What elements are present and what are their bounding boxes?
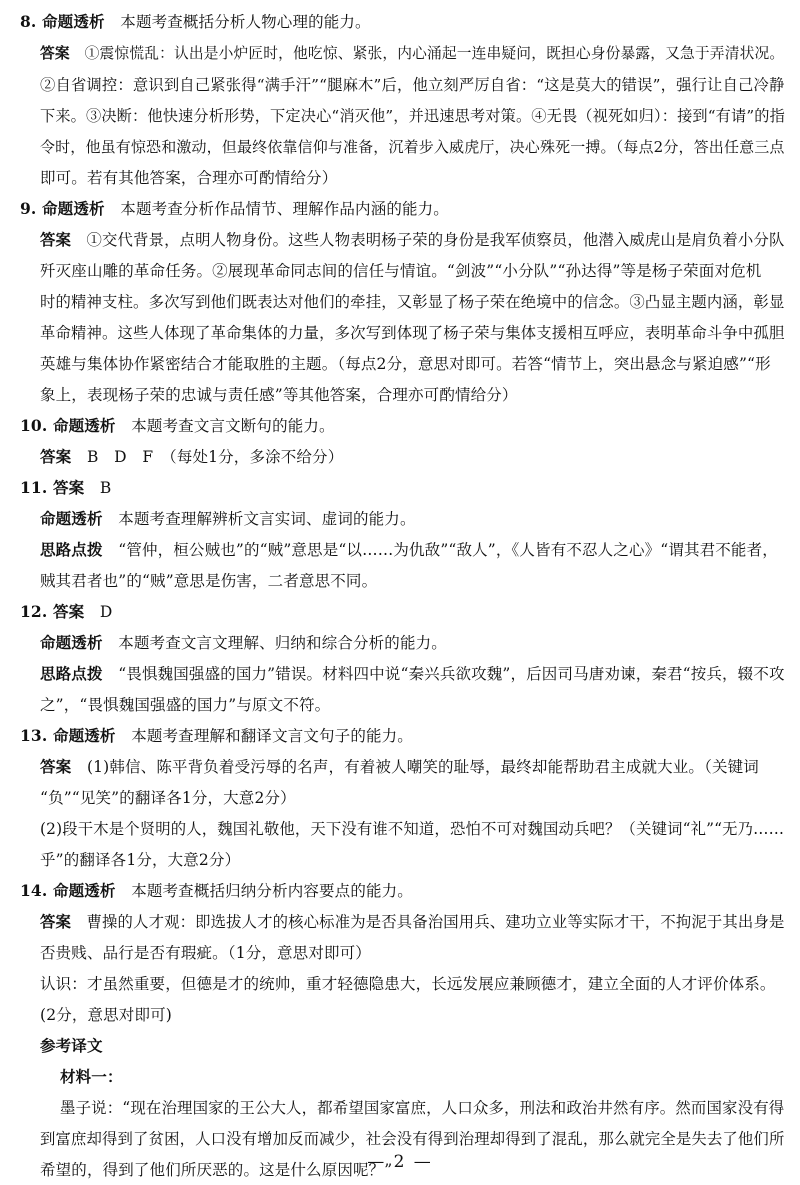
body-text: (1)韩信、陈平背负着受污辱的名声，有着被人嘲笑的耻辱，最终却能帮助君主成就大业。（关键词 <box>71 758 759 776</box>
text-line <box>40 106 785 126</box>
body-text: 象上，表现杨子荣的忠诚与责任感”等其他答案，合理亦可酌情给分） <box>40 386 518 404</box>
bold-label: 思路点拨 <box>40 664 103 683</box>
text-line <box>60 1067 785 1087</box>
body-text: “畏惧魏国强盛的国力”错误。材料四中说“秦兴兵欲攻魏”，后因司马唐劝谏，秦君“按兵，辍不攻 <box>102 665 785 683</box>
body-text: (2分，意思对即可) <box>40 1006 172 1024</box>
body-text: B D F （每处1分，多涂不给分） <box>71 448 344 466</box>
body-text: 即可。若有其他答案，合理亦可酌情给分） <box>40 169 338 187</box>
text-line <box>40 44 785 64</box>
text-line <box>20 416 785 436</box>
text-line <box>40 1005 785 1025</box>
bold-label: 答案 <box>40 757 72 776</box>
text-line <box>40 788 785 808</box>
body-text: 贼其君者也”的“贼”意思是伤害，二者意思不同。 <box>40 572 378 590</box>
body-text: ①交代背景，点明人物身份。这些人物表明杨子荣的身份是我军侦察员，他潜入威虎山是肩负着小分队 <box>71 231 785 249</box>
body-text: (2)段干木是个贤明的人，魏国礼敬他，天下没有谁不知道，恐怕不可对魏国动兵吧？（关键词“礼”“无乃…… <box>40 820 785 838</box>
text-line <box>20 199 785 219</box>
body-text: 本题考查分析作品情节、理解作品内涵的能力。 <box>104 200 449 218</box>
bold-label: 参考译文 <box>40 1036 103 1055</box>
text-line <box>40 571 785 591</box>
text-line <box>40 664 785 684</box>
bold-label: 12. <box>20 602 53 621</box>
bold-label: 命题透析 <box>40 509 103 528</box>
text-line <box>40 943 785 963</box>
text-line <box>40 850 785 870</box>
body-text: 革命精神。这些人体现了革命集体的力量，多次写到体现了杨子荣与集体支援相互呼应，表明革命斗争中孤胆 <box>40 324 785 342</box>
body-text: 时的精神支柱。多次写到他们既表达对他们的牵挂，又彰显了杨子荣在绝境中的信念。③凸显主题内涵，彰显 <box>40 293 785 311</box>
body-text: 墨子说：“现在治理国家的王公大人，都希望国家富庶，人口众多，刑法和政治井然有序。然而国家没有得 <box>60 1099 785 1117</box>
text-line <box>40 292 785 312</box>
bold-label: 10. <box>20 416 53 435</box>
bold-label: 命题透析 <box>52 726 116 745</box>
text-line <box>40 354 785 374</box>
body-text: 到富庶却得到了贫困，人口没有增加反而减少，社会没有得到治理却得到了混乱，那么就完全是失去了他们所 <box>40 1130 785 1148</box>
text-line <box>40 912 785 932</box>
body-text: 曹操的人才观：即选拔人才的核心标准为是否具备治国用兵、建功立业等实际才干，不拘泥于其出身是 <box>71 913 785 931</box>
body-text: ①震惊慌乱：认出是小炉匠时，他吃惊、紧张，内心涌起一连串疑问，既担心身份暴露，又急于弄清状况。 <box>69 45 785 62</box>
body-text: 希望的，得到了他们所厌恶的。这是什么原因呢？” <box>40 1161 393 1179</box>
bold-label: 14. <box>20 881 53 900</box>
bold-label: 思路点拨 <box>40 540 103 559</box>
body-text: 认识：才虽然重要，但德是才的统帅，重才轻德隐患大，长远发展应兼顾德才，建立全面的人才评价体系。 <box>40 975 776 993</box>
bold-label: 8. <box>20 12 43 31</box>
text-line <box>40 757 785 777</box>
text-line <box>40 540 785 560</box>
body-text: B <box>84 479 112 497</box>
bold-label: 答案 <box>40 447 72 466</box>
text-line <box>40 385 785 405</box>
text-line <box>40 819 785 839</box>
text-line <box>20 602 785 622</box>
body-text: 英雄与集体协作紧密结合才能取胜的主题。（每点2分，意思对即可。若答“情节上，突出悬念与紧迫感”“形 <box>40 355 771 373</box>
text-line <box>40 1129 785 1149</box>
body-text: “管仲，桓公贼也”的“贼”意思是“以……为仇敌”“敌人”，《人皆有不忍人之心》“谓其君不能者， <box>102 541 778 559</box>
body-text: D <box>84 603 113 621</box>
body-text: 乎”的翻译各1分，大意2分） <box>40 851 241 869</box>
text-line <box>40 75 785 95</box>
text-line <box>40 137 785 157</box>
text-line <box>40 695 785 715</box>
text-line <box>60 1098 785 1118</box>
text-line <box>40 447 785 467</box>
bold-label: 答案 <box>40 231 72 249</box>
bold-label: 13. <box>20 726 53 745</box>
body-text: 本题考查文言文理解、归纳和综合分析的能力。 <box>102 634 447 652</box>
text-line <box>20 726 785 746</box>
body-text: 之”，“畏惧魏国强盛的国力”与原文不符。 <box>40 696 331 714</box>
body-text: 下来。③决断：他快速分析形势，下定决心“消灭他”，并迅速思考对策。④无畏（视死如归）：接到“有请”的指 <box>40 107 785 125</box>
body-text: 否贵贱、品行是否有瑕疵。（1分，意思对即可） <box>40 944 371 962</box>
bold-label: 材料一： <box>60 1067 123 1086</box>
text-line <box>40 974 785 994</box>
text-line <box>40 633 785 653</box>
text-line <box>20 12 785 32</box>
body-text: 本题考查理解和翻译文言文句子的能力。 <box>115 727 413 745</box>
bold-label: 答案 <box>52 478 85 497</box>
text-line <box>40 168 785 188</box>
bold-label: 11. <box>20 478 53 497</box>
body-text: 本题考查概括归纳分析内容要点的能力。 <box>115 882 413 900</box>
text-line <box>40 509 785 529</box>
body-text: 本题考查文言文断句的能力。 <box>115 417 335 435</box>
text-line <box>40 1036 785 1056</box>
bold-label: 答案 <box>52 602 85 621</box>
bold-label: 答案 <box>40 913 72 931</box>
page-number: — 2 — <box>367 1152 433 1172</box>
bold-label: 9. <box>20 199 43 218</box>
body-text: 歼灭座山雕的革命任务。②展现革命同志间的信任与情谊。“剑波”“小分队”“孙达得”等是杨子荣面对危机 <box>40 262 762 280</box>
bold-label: 命题透析 <box>40 633 103 652</box>
bold-label: 命题透析 <box>52 416 116 435</box>
text-line <box>20 881 785 901</box>
body-text: 本题考查概括分析人物心理的能力。 <box>104 13 371 31</box>
bold-label: 答案 <box>40 45 70 62</box>
body-text: “负”“见笑”的翻译各1分，大意2分） <box>40 789 296 807</box>
bold-label: 命题透析 <box>52 881 116 900</box>
bold-label: 命题透析 <box>42 199 105 218</box>
text-line <box>40 323 785 343</box>
text-line <box>20 478 785 498</box>
body-text: 令时，他虽有惊恐和激动，但最终依靠信仰与准备，沉着步入威虎厅，决心殊死一搏。（每点2分，答出任意三点 <box>40 138 785 156</box>
text-line <box>40 261 785 281</box>
bold-label: 命题透析 <box>42 12 105 31</box>
text-line <box>40 230 785 250</box>
body-text: ②自省调控：意识到自己紧张得“满手汗”“腿麻木”后，他立刻严厉自省：“这是莫大的错误”，强行让自己冷静 <box>40 76 785 94</box>
body-text: 本题考查理解辨析文言实词、虚词的能力。 <box>102 510 416 528</box>
